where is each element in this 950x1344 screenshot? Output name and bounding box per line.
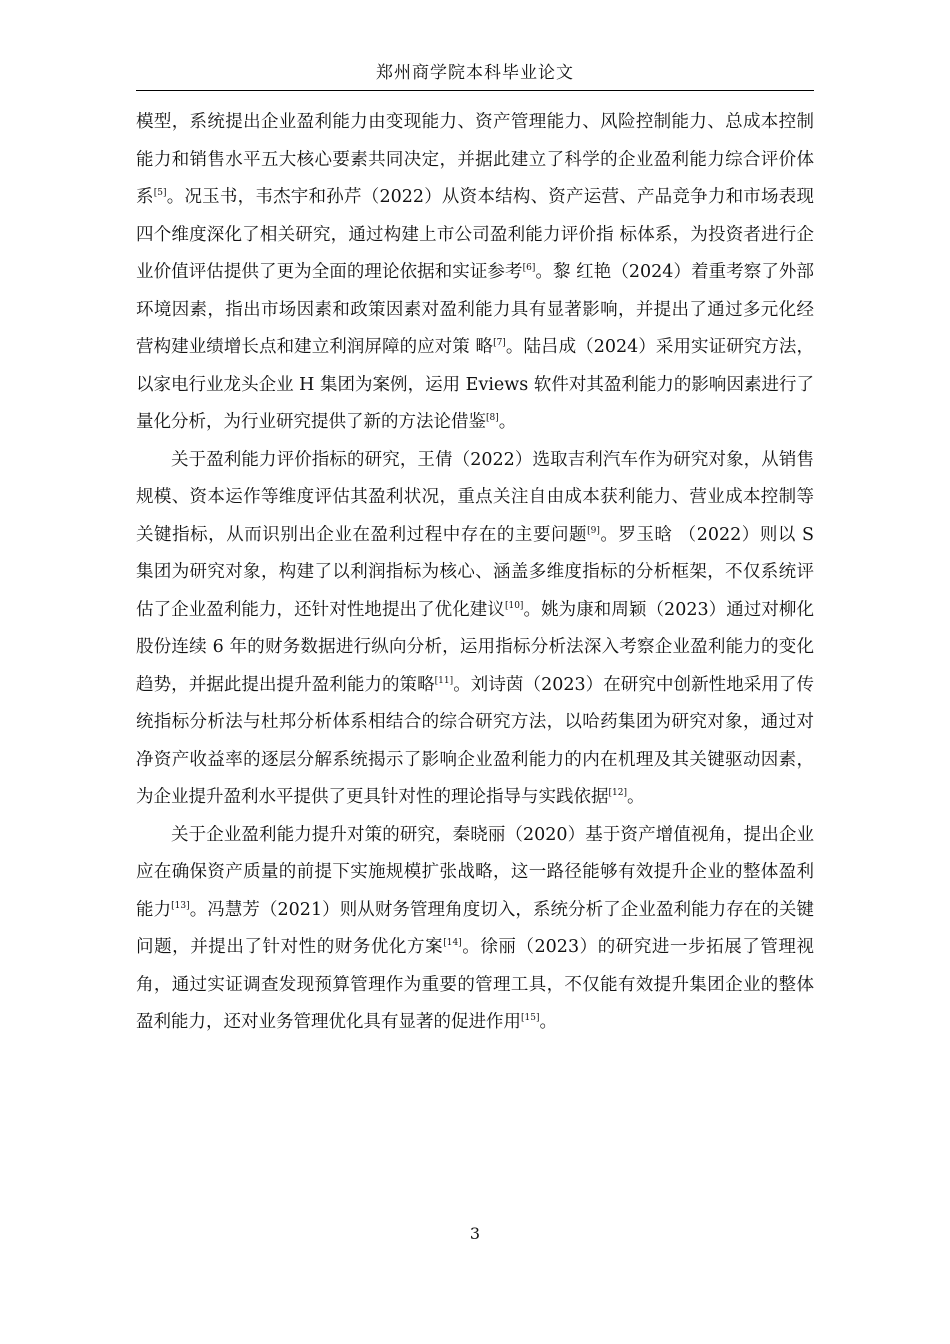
- running-header: 郑州商学院本科毕业论文: [376, 63, 574, 83]
- text-run: 。: [539, 1012, 557, 1032]
- text-run: 关于企业盈利能力提升对策的研究，秦晓丽（2020）基于资产增值视角，提出企业应在确保资产质量的前提下实施规模扩张战略，这一路径能够有效提升企业的整体盈利能力: [136, 824, 814, 920]
- citation-ref: [10]: [504, 600, 524, 611]
- citation-ref: [7]: [493, 338, 506, 348]
- text-run: 。陆吕成（2024）采用实证研究方法，以家电行业龙头企业 H 集团为案例，运用 Eviews 软件对其盈利能力的影响因素进行了量化分析，为行业研究提供了新的方法论借鉴: [136, 337, 814, 432]
- citation-ref: [15]: [521, 1013, 540, 1023]
- citation-ref: [9]: [587, 525, 600, 536]
- citation-ref: [8]: [486, 413, 499, 423]
- text-run: 。徐丽（2023）的研究进一步拓展了管理视角，通过实证调查发现预算管理作为重要的管理工具，不仅能有效提升集团企业的整体盈利能力，还对业务管理优化具有显著的促进作用: [136, 937, 814, 1032]
- citation-ref: [11]: [434, 675, 454, 686]
- text-run: 关于盈利能力评价指标的研究，王倩（2022）选取吉利汽车作为研究对象，从销售规模、资本运作等维度评估其盈利状况，重点关注自由成本获利能力、营业成本控制等关键指标，从而识别出企业在盈利过程中存在的主要问题: [136, 449, 814, 545]
- header-rule: [136, 90, 814, 91]
- body-text: [136, 104, 814, 1042]
- citation-ref: [14]: [443, 938, 462, 948]
- text-run: 。冯慧芳（2021）则从财务管理角度切入，系统分析了企业盈利能力存在的关键问题，并提出了针对性的财务优化方案: [136, 899, 814, 957]
- citation-ref: [12]: [608, 788, 627, 798]
- text-run: 。黎 红艳（2024）着重考察了外部环境因素，指出市场因素和政策因素对盈利能力具有显著影响，并提出了通过多元化经营构建业绩增长点和建立利润屏障的应对策 略: [136, 262, 814, 357]
- text-run: 。: [498, 412, 517, 432]
- text-run: 。刘诗茵（2023）在研究中创新性地采用了传统指标分析法与杜邦分析体系相结合的综合研究方法，以哈药集团为研究对象，通过对净资产收益率的逐层分解系统揭示了影响企业盈利能力的内在机理及其关键驱动因素，为企业提升盈利水平提供了更具针对性的理论指导与实践依据: [136, 674, 814, 807]
- text-run: 。姚为康和周颖（2023）通过对柳化股份连续 6 年的财务数据进行纵向分析，运用指标分析法深入考察企业盈利能力的变化趋势，并据此提出提升盈利能力的策略: [136, 599, 815, 695]
- paragraph-3: [136, 817, 814, 1042]
- text-run: 。: [626, 787, 645, 807]
- citation-ref: [6]: [522, 263, 536, 273]
- citation-ref: [5]: [153, 188, 167, 198]
- paragraph-2: [136, 442, 814, 817]
- paragraph-1: [136, 104, 814, 442]
- page-number: 3: [469, 1224, 481, 1243]
- text-run: 模型，系统提出企业盈利能力由变现能力、资产管理能力、风险控制能力、总成本控制能力和销售水平五大核心要素共同决定，并据此建立了科学的企业盈利能力综合评价体系: [136, 112, 814, 207]
- citation-ref: [13]: [171, 900, 190, 911]
- text-run: 。罗玉晗 （2022）则以 S 集团为研究对象，构建了以利润指标为核心、涵盖多维度指标的分析框架，不仅系统评估了企业盈利能力，还针对性地提出了优化建议: [136, 524, 814, 620]
- text-run: 。况玉书，韦杰宇和孙芹（2022）从资本结构、资产运营、产品竞争力和市场表现四个维度深化了相关研究，通过构建上市公司盈利能力评价指 标体系，为投资者进行企业价值评估提供了更为全面的理论依据和实证参考: [136, 187, 814, 282]
